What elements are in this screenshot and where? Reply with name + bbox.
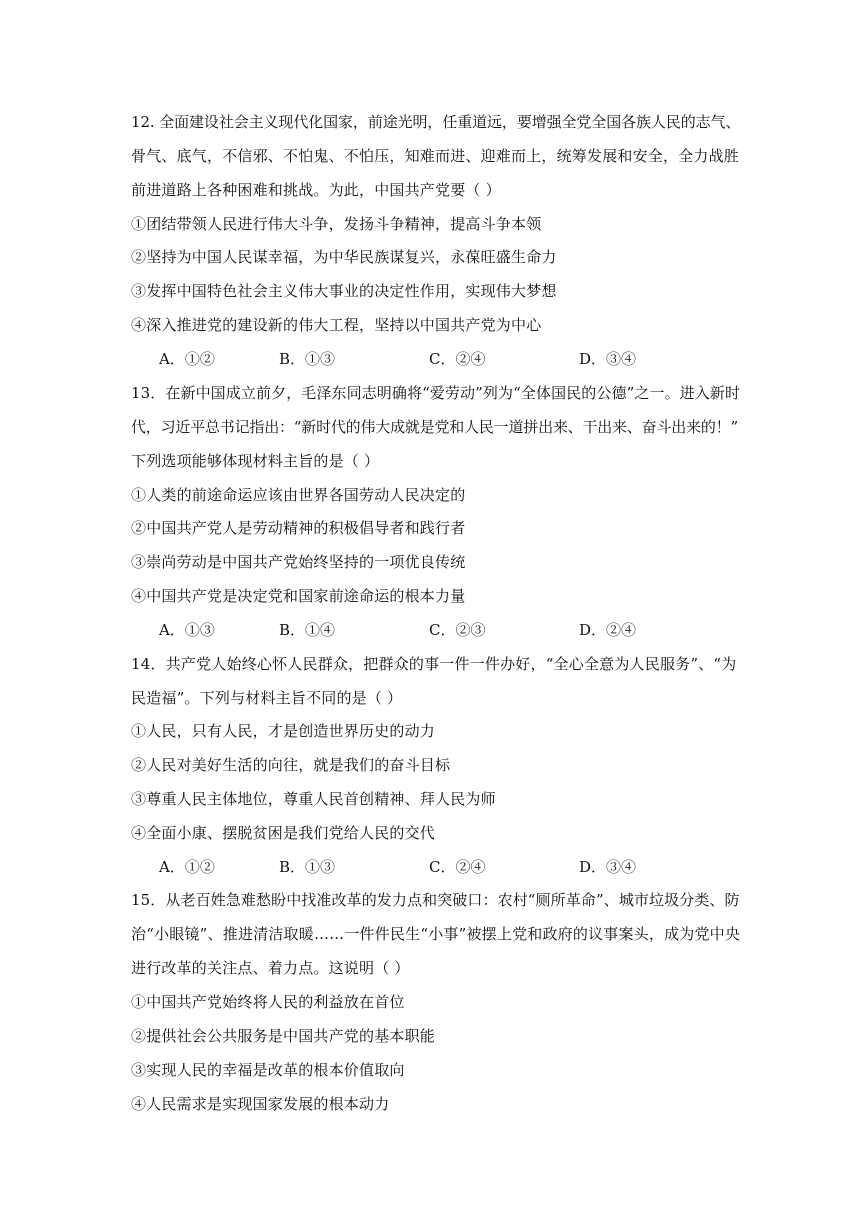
question-13-statement-1: ①人类的前途命运应该由世界各国劳动人民决定的 — [131, 486, 466, 504]
question-14-statement-2: ②人民对美好生活的向往，就是我们的奋斗目标 — [131, 756, 451, 774]
question-14-statement-4: ④全面小康、摆脱贫困是我们党给人民的交代 — [131, 824, 436, 842]
question-13-option-d: D．②④ — [579, 621, 637, 639]
question-12-statement-1: ①团结带领人民进行伟大斗争，发扬斗争精神，提高斗争本领 — [131, 215, 542, 233]
question-13-text-line-3: 下列选项能够体现材料主旨的是（ ） — [131, 452, 380, 470]
question-14-statement-3: ③尊重人民主体地位，尊重人民首创精神、拜人民为师 — [131, 790, 496, 808]
question-15-statement-1: ①中国共产党始终将人民的利益放在首位 — [131, 993, 405, 1011]
question-13-option-a: A．①③ — [159, 621, 215, 639]
question-15-text-line-3: 进行改革的关注点、着力点。这说明（ ） — [131, 959, 410, 977]
question-12-statement-2: ②坚持为中国人民谋幸福，为中华民族谋复兴，永葆旺盛生命力 — [131, 248, 557, 266]
question-14-option-d: D．③④ — [579, 858, 637, 876]
question-15-statement-3: ③实现人民的幸福是改革的根本价值取向 — [131, 1061, 405, 1079]
question-13-option-c: C．②③ — [429, 621, 486, 639]
question-14-option-a: A．①② — [159, 858, 215, 876]
question-12-option-d: D．③④ — [579, 350, 637, 368]
question-12-option-a: A．①② — [159, 350, 215, 368]
question-15-text-line-1: 15．从老百姓急难愁盼中找准改革的发力点和突破口：农村“厕所革命”、城市垃圾分类、防 — [131, 891, 740, 909]
question-14-text-line-2: 民造福”。下列与材料主旨不同的是（ ） — [131, 689, 403, 707]
question-13-option-b: B．①④ — [279, 621, 336, 639]
question-14-option-b: B．①③ — [279, 858, 336, 876]
question-12-text-line-2: 骨气、底气，不信邪、不怕鬼、不怕压，知难而进、迎难而上，统筹发展和安全，全力战胜 — [131, 147, 740, 165]
question-13-text-line-1: 13．在新中国成立前夕，毛泽东同志明确将“爱劳动”列为“全体国民的公德”之一。进入新时 — [131, 384, 741, 402]
question-14-statement-1: ①人民，只有人民，才是创造世界历史的动力 — [131, 722, 436, 740]
question-15-statement-4: ④人民需求是实现国家发展的根本动力 — [131, 1095, 390, 1113]
question-15-text-line-2: 治“小眼镜”、推进清洁取暖……一件件民生“小事”被摆上党和政府的议事案头，成为党中央 — [131, 925, 741, 943]
question-13-statement-2: ②中国共产党人是劳动精神的积极倡导者和践行者 — [131, 519, 466, 537]
question-12-statement-3: ③发挥中国特色社会主义伟大事业的决定性作用，实现伟大梦想 — [131, 282, 557, 300]
question-13-statement-4: ④中国共产党是决定党和国家前途命运的根本力量 — [131, 587, 466, 605]
question-15-statement-2: ②提供社会公共服务是中国共产党的基本职能 — [131, 1027, 436, 1045]
question-12-option-b: B．①③ — [279, 350, 336, 368]
question-12-option-c: C．②④ — [429, 350, 486, 368]
question-13-statement-3: ③崇尚劳动是中国共产党始终坚持的一项优良传统 — [131, 553, 466, 571]
question-12-text-line-3: 前进道路上各种困难和挑战。为此，中国共产党要（ ） — [131, 181, 501, 199]
question-12-text-line-1: 12. 全面建设社会主义现代化国家，前途光明，任重道远，要增强全党全国各族人民的志气、 — [131, 113, 741, 131]
question-12-statement-4: ④深入推进党的建设新的伟大工程，坚持以中国共产党为中心 — [131, 316, 542, 334]
question-14-option-c: C．②④ — [429, 858, 486, 876]
question-14-text-line-1: 14．共产党人始终心怀人民群众，把群众的事一件一件办好，“全心全意为人民服务”、“为 — [131, 655, 737, 673]
question-13-text-line-2: 代，习近平总书记指出：“新时代的伟大成就是党和人民一道拼出来、干出来、奋斗出来的！” — [131, 418, 738, 436]
